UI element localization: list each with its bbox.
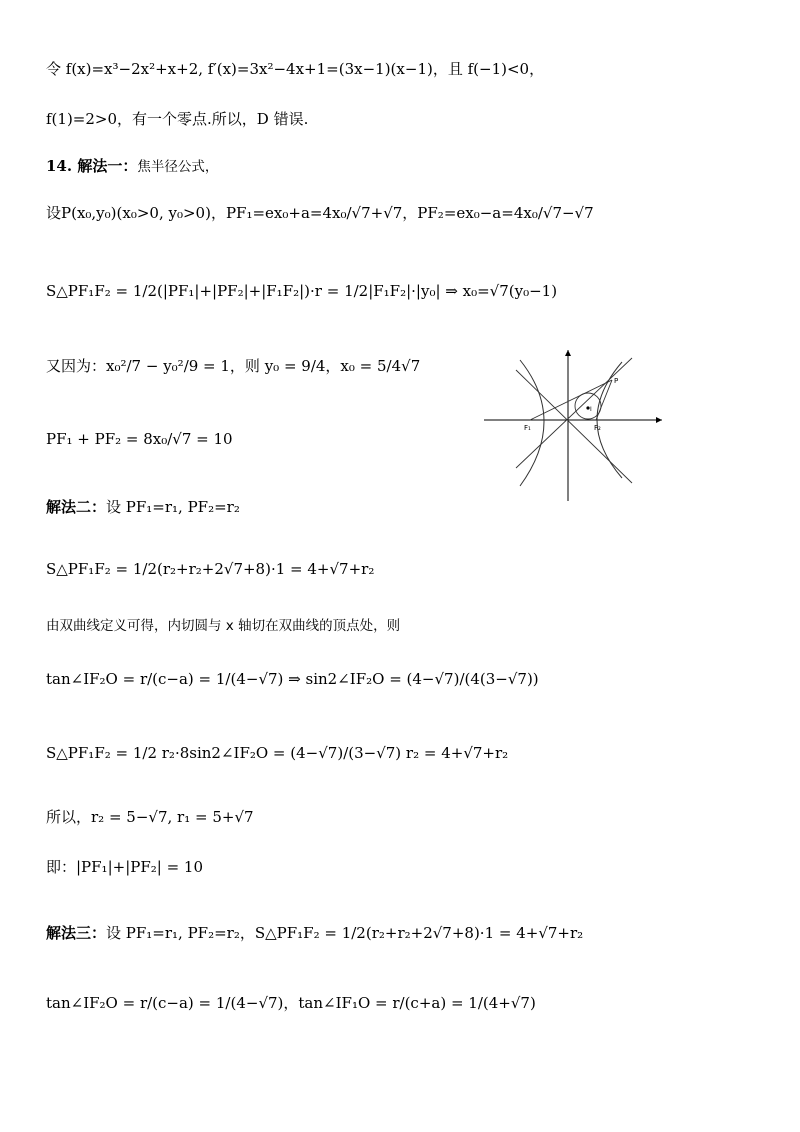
line-3 [46, 155, 218, 178]
line-8 [46, 496, 240, 518]
line-11 [46, 668, 539, 690]
line-14 [46, 856, 203, 878]
method-3-heading: 解法三： [46, 924, 107, 942]
method-2-heading: 解法二： [46, 498, 107, 516]
line-4-text: 设P(x₀,y₀)(x₀>0, y₀>0)，PF₁=ex₀+a=4x₀/√7+√7，PF₂=ex₀−a=4x₀/√7−√7 [46, 204, 594, 222]
line-1 [46, 58, 544, 80]
line-2-text: f(1)=2>0，有一个零点.所以，D 错误. [46, 110, 309, 128]
method-3-desc: 设 PF₁=r₁, PF₂=r₂，S△PF₁F₂ = 1/2(r₂+r₂+2√7+8)·1 = 4+√7+r₂ [106, 924, 584, 942]
method-1-heading: 14. 解法一： [46, 157, 138, 175]
label-i: I [590, 406, 592, 413]
line-15 [46, 922, 583, 944]
line-9 [46, 558, 374, 580]
line-7-text: PF₁ + PF₂ = 8x₀/√7 = 10 [46, 430, 233, 448]
method-2-desc: 设 PF₁=r₁, PF₂=r₂ [106, 498, 240, 516]
line-16-text: tan∠IF₂O = r/(c−a) = 1/(4−√7)，tan∠IF₁O = r/(c+a) = 1/(4+√7) [46, 994, 536, 1012]
line-4 [46, 202, 594, 224]
line-10 [46, 614, 400, 637]
hyperbola-figure [484, 348, 664, 503]
line-2 [46, 108, 308, 130]
x-axis-arrow [656, 417, 662, 423]
line-5-text: S△PF₁F₂ = 1/2(|PF₁|+|PF₂|+|F₁F₂|)·r = 1/2|F₁F₂|·|y₀| ⇒ x₀=√7(y₀−1) [46, 282, 558, 300]
asymptote-2 [516, 358, 632, 468]
label-f2: F₂ [594, 424, 601, 432]
y-axis-arrow [565, 350, 571, 356]
line-12-text: S△PF₁F₂ = 1/2 r₂·8sin2∠IF₂O = (4−√7)/(3−√7) r₂ = 4+√7+r₂ [46, 744, 509, 762]
line-7 [46, 428, 233, 450]
method-1-desc: 焦半径公式， [137, 159, 219, 175]
incircle [575, 393, 601, 419]
line-14-text: 即：|PF₁|+|PF₂| = 10 [46, 858, 204, 876]
label-f1: F₁ [524, 424, 531, 432]
line-5 [46, 280, 557, 302]
line-6-text: 又因为：x₀²/7 − y₀²/9 = 1，则 y₀ = 9/4，x₀ = 5/4√7 [46, 357, 421, 375]
line-6 [46, 355, 420, 377]
line-10-text: 由双曲线定义可得，内切圆与 x 轴切在双曲线的顶点处，则 [46, 618, 401, 634]
line-12 [46, 742, 508, 764]
line-11-text: tan∠IF₂O = r/(c−a) = 1/(4−√7) ⇒ sin2∠IF₂O = (4−√7)/(4(3−√7)) [46, 670, 539, 688]
line-16 [46, 992, 536, 1014]
line-9-text: S△PF₁F₂ = 1/2(r₂+r₂+2√7+8)·1 = 4+√7+r₂ [46, 560, 375, 578]
line-13-text: 所以，r₂ = 5−√7, r₁ = 5+√7 [46, 808, 254, 826]
label-p: P [614, 377, 619, 385]
line-13 [46, 806, 254, 828]
line-1-text: 令 f(x)=x³−2x²+x+2, f′(x)=3x²−4x+1=(3x−1)(x−1)，且 f(−1)<0， [46, 60, 545, 78]
hyperbola-left-branch [520, 360, 544, 486]
asymptote-1 [516, 370, 632, 483]
